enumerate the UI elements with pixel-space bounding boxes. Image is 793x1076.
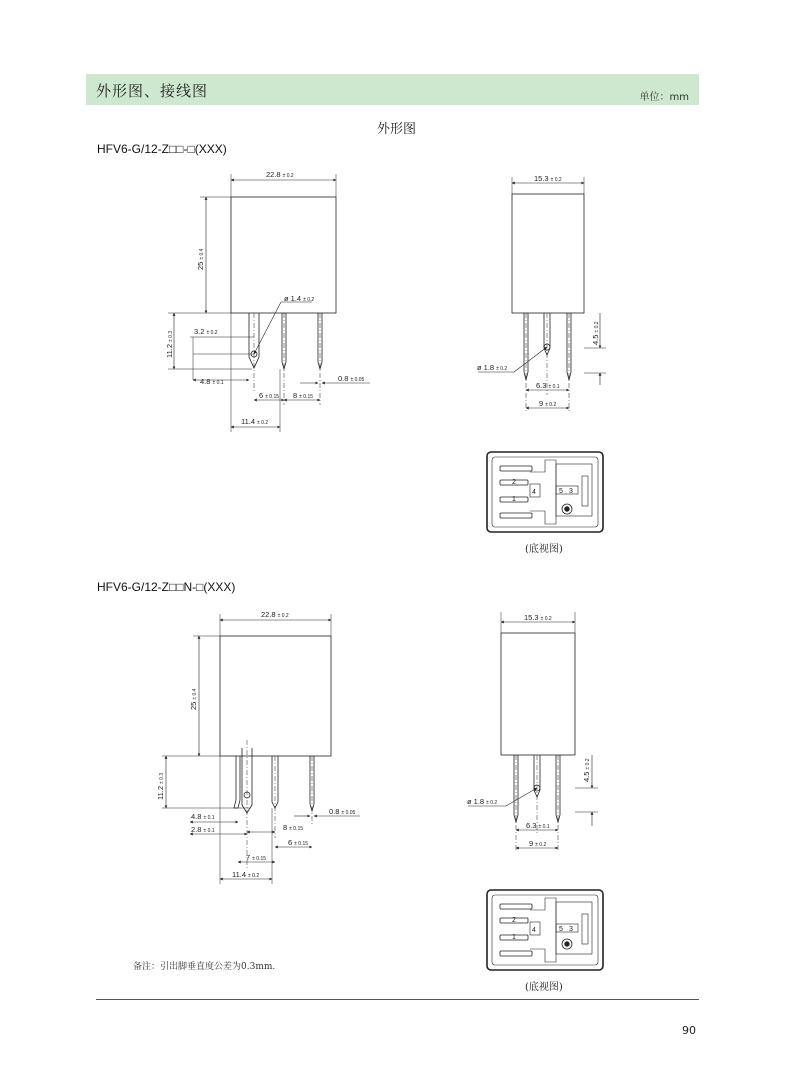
dimension-labels-1 — [165, 170, 600, 426]
svg-text:4: 4 — [532, 927, 536, 934]
dim-height-1: 25 — [196, 261, 205, 270]
svg-text:ø 1.4± 0.2: ø 1.4 ± 0.2 — [284, 294, 315, 303]
svg-text:9± 0.2: 9 ± 0.2 — [539, 399, 557, 408]
svg-text:2: 2 — [512, 917, 516, 924]
svg-text:ø 1.8± 0.2: ø 1.8 ± 0.2 — [477, 363, 508, 372]
dim-6-1: 6 — [259, 391, 264, 400]
dim-6-2: 6 — [288, 838, 293, 847]
svg-text:11.2± 0.3: 11.2± 0.3 — [165, 330, 174, 358]
svg-text:25± 0.4: 25± 0.4 — [189, 688, 198, 710]
dim-width-2: 22.8 — [261, 610, 276, 619]
dim-48-1: 4.8 — [200, 377, 211, 386]
pin-2a — [234, 756, 240, 808]
model-number-1: HFV6-G/12-Z□□-□(XXX) — [97, 142, 227, 156]
svg-text:4.8± 0.1: 4.8 ± 0.1 — [200, 377, 224, 386]
pin-numbers-1 — [512, 479, 573, 503]
svg-text:8± 0.15: 8 ± 0.15 — [283, 823, 304, 832]
dim-8-2: 8 — [283, 823, 288, 832]
pin-numbers-2 — [512, 917, 573, 941]
dim-width-1: 22.8 — [266, 170, 281, 179]
dim-114-1: 11.4 — [241, 417, 256, 426]
dim-9-2: 9 — [529, 839, 534, 848]
dim-9-1: 9 — [539, 399, 544, 408]
dim-63-2: 6.3 — [526, 821, 537, 830]
bottom-view-label-1: (底视图) — [525, 544, 563, 555]
dim-pinlen-2: 11.2 — [156, 785, 165, 800]
dim-pind-2: ø 1.8 — [467, 797, 485, 806]
svg-text:0.8± 0.05: 0.8 ± 0.05 — [338, 374, 365, 383]
svg-text:ø 1.8± 0.2: ø 1.8 ± 0.2 — [467, 797, 498, 806]
svg-text:6.3± 0.1: 6.3 ± 0.1 — [536, 381, 560, 390]
svg-text:15.3± 0.2: 15.3 ± 0.2 — [534, 174, 562, 183]
relay-body-front-2 — [220, 636, 331, 756]
svg-text:15.3± 0.2: 15.3 ± 0.2 — [524, 613, 552, 622]
dim-114-2: 11.4 — [232, 870, 247, 879]
svg-text:6± 0.15: 6 ± 0.15 — [259, 391, 280, 400]
svg-text:5: 5 — [559, 488, 563, 495]
svg-text:0.8± 0.05: 0.8 ± 0.05 — [329, 807, 356, 816]
svg-text:4.8± 0.1: 4.8 ± 0.1 — [191, 812, 215, 821]
relay-body-side-2 — [501, 633, 575, 755]
svg-text:3: 3 — [569, 488, 573, 495]
bottom-view-label-2: (底视图) — [525, 982, 563, 993]
svg-text:4: 4 — [532, 489, 536, 496]
svg-text:3.2± 0.2: 3.2 ± 0.2 — [194, 327, 218, 336]
dim-pinlen-1: 11.2 — [165, 343, 174, 358]
side-view-2 — [468, 612, 598, 852]
bottom-view-2 — [487, 890, 603, 970]
dim-08-2: 0.8 — [329, 807, 340, 816]
svg-text:1: 1 — [512, 934, 516, 941]
dim-height-2: 25 — [189, 701, 198, 710]
dim-sidew-1: 15.3 — [534, 174, 549, 183]
svg-text:1: 1 — [512, 496, 516, 503]
footnote: 备注：引出脚垂直度公差为0.3mm. — [133, 962, 276, 972]
dim-sidew-2: 15.3 — [524, 613, 539, 622]
outline-drawing-title: 外形图 — [376, 122, 416, 137]
section-header-title: 外形图、接线图 — [96, 82, 209, 100]
model-number-2: HFV6-G/12-Z□□N-□(XXX) — [97, 580, 236, 594]
svg-text:22.8± 0.2: 22.8 ± 0.2 — [261, 610, 289, 619]
svg-text:7± 0.15: 7 ± 0.15 — [246, 853, 267, 862]
dim-48-2: 4.8 — [191, 812, 202, 821]
dim-hole-1: ø 1.4 — [284, 294, 302, 303]
dim-pind-1: ø 1.8 — [477, 363, 495, 372]
dim-32-1: 3.2 — [194, 327, 205, 336]
svg-text:11.4± 0.2: 11.4 ± 0.2 — [232, 870, 260, 879]
svg-text:22.8± 0.2: 22.8 ± 0.2 — [266, 170, 294, 179]
bottom-view-1 — [487, 452, 603, 532]
footer-divider — [96, 999, 699, 1000]
svg-text:11.4± 0.2: 11.4 ± 0.2 — [241, 417, 269, 426]
dim-sideh-2: 4.5 — [582, 771, 591, 782]
svg-text:5: 5 — [559, 926, 563, 933]
svg-text:2.8± 0.1: 2.8 ± 0.1 — [191, 825, 215, 834]
dim-08-1: 0.8 — [338, 374, 349, 383]
dim-sideh-1: 4.5 — [591, 334, 600, 345]
svg-text:25± 0.4: 25± 0.4 — [196, 248, 205, 270]
dim-63-1: 6.3 — [536, 381, 547, 390]
unit-label: 单位：mm — [639, 92, 689, 103]
svg-text:6.3± 0.1: 6.3 ± 0.1 — [526, 821, 550, 830]
dimension-labels-2 — [156, 610, 591, 879]
dim-8-1: 8 — [293, 391, 298, 400]
dim-7-2: 7 — [246, 853, 251, 862]
page-number: 90 — [682, 1024, 696, 1037]
svg-text:4.5± 0.2: 4.5± 0.2 — [582, 758, 591, 782]
svg-text:9± 0.2: 9 ± 0.2 — [529, 839, 547, 848]
side-view-1 — [478, 177, 606, 412]
svg-text:11.2± 0.3: 11.2± 0.3 — [156, 772, 165, 800]
svg-text:4.5± 0.2: 4.5± 0.2 — [591, 321, 600, 345]
front-view-2 — [162, 614, 360, 884]
svg-text:8± 0.15: 8 ± 0.15 — [293, 391, 314, 400]
svg-text:3: 3 — [569, 926, 573, 933]
dim-28-2: 2.8 — [191, 825, 202, 834]
svg-text:6± 0.15: 6 ± 0.15 — [288, 838, 309, 847]
svg-text:2: 2 — [512, 479, 516, 486]
relay-body-side-1 — [512, 194, 584, 313]
